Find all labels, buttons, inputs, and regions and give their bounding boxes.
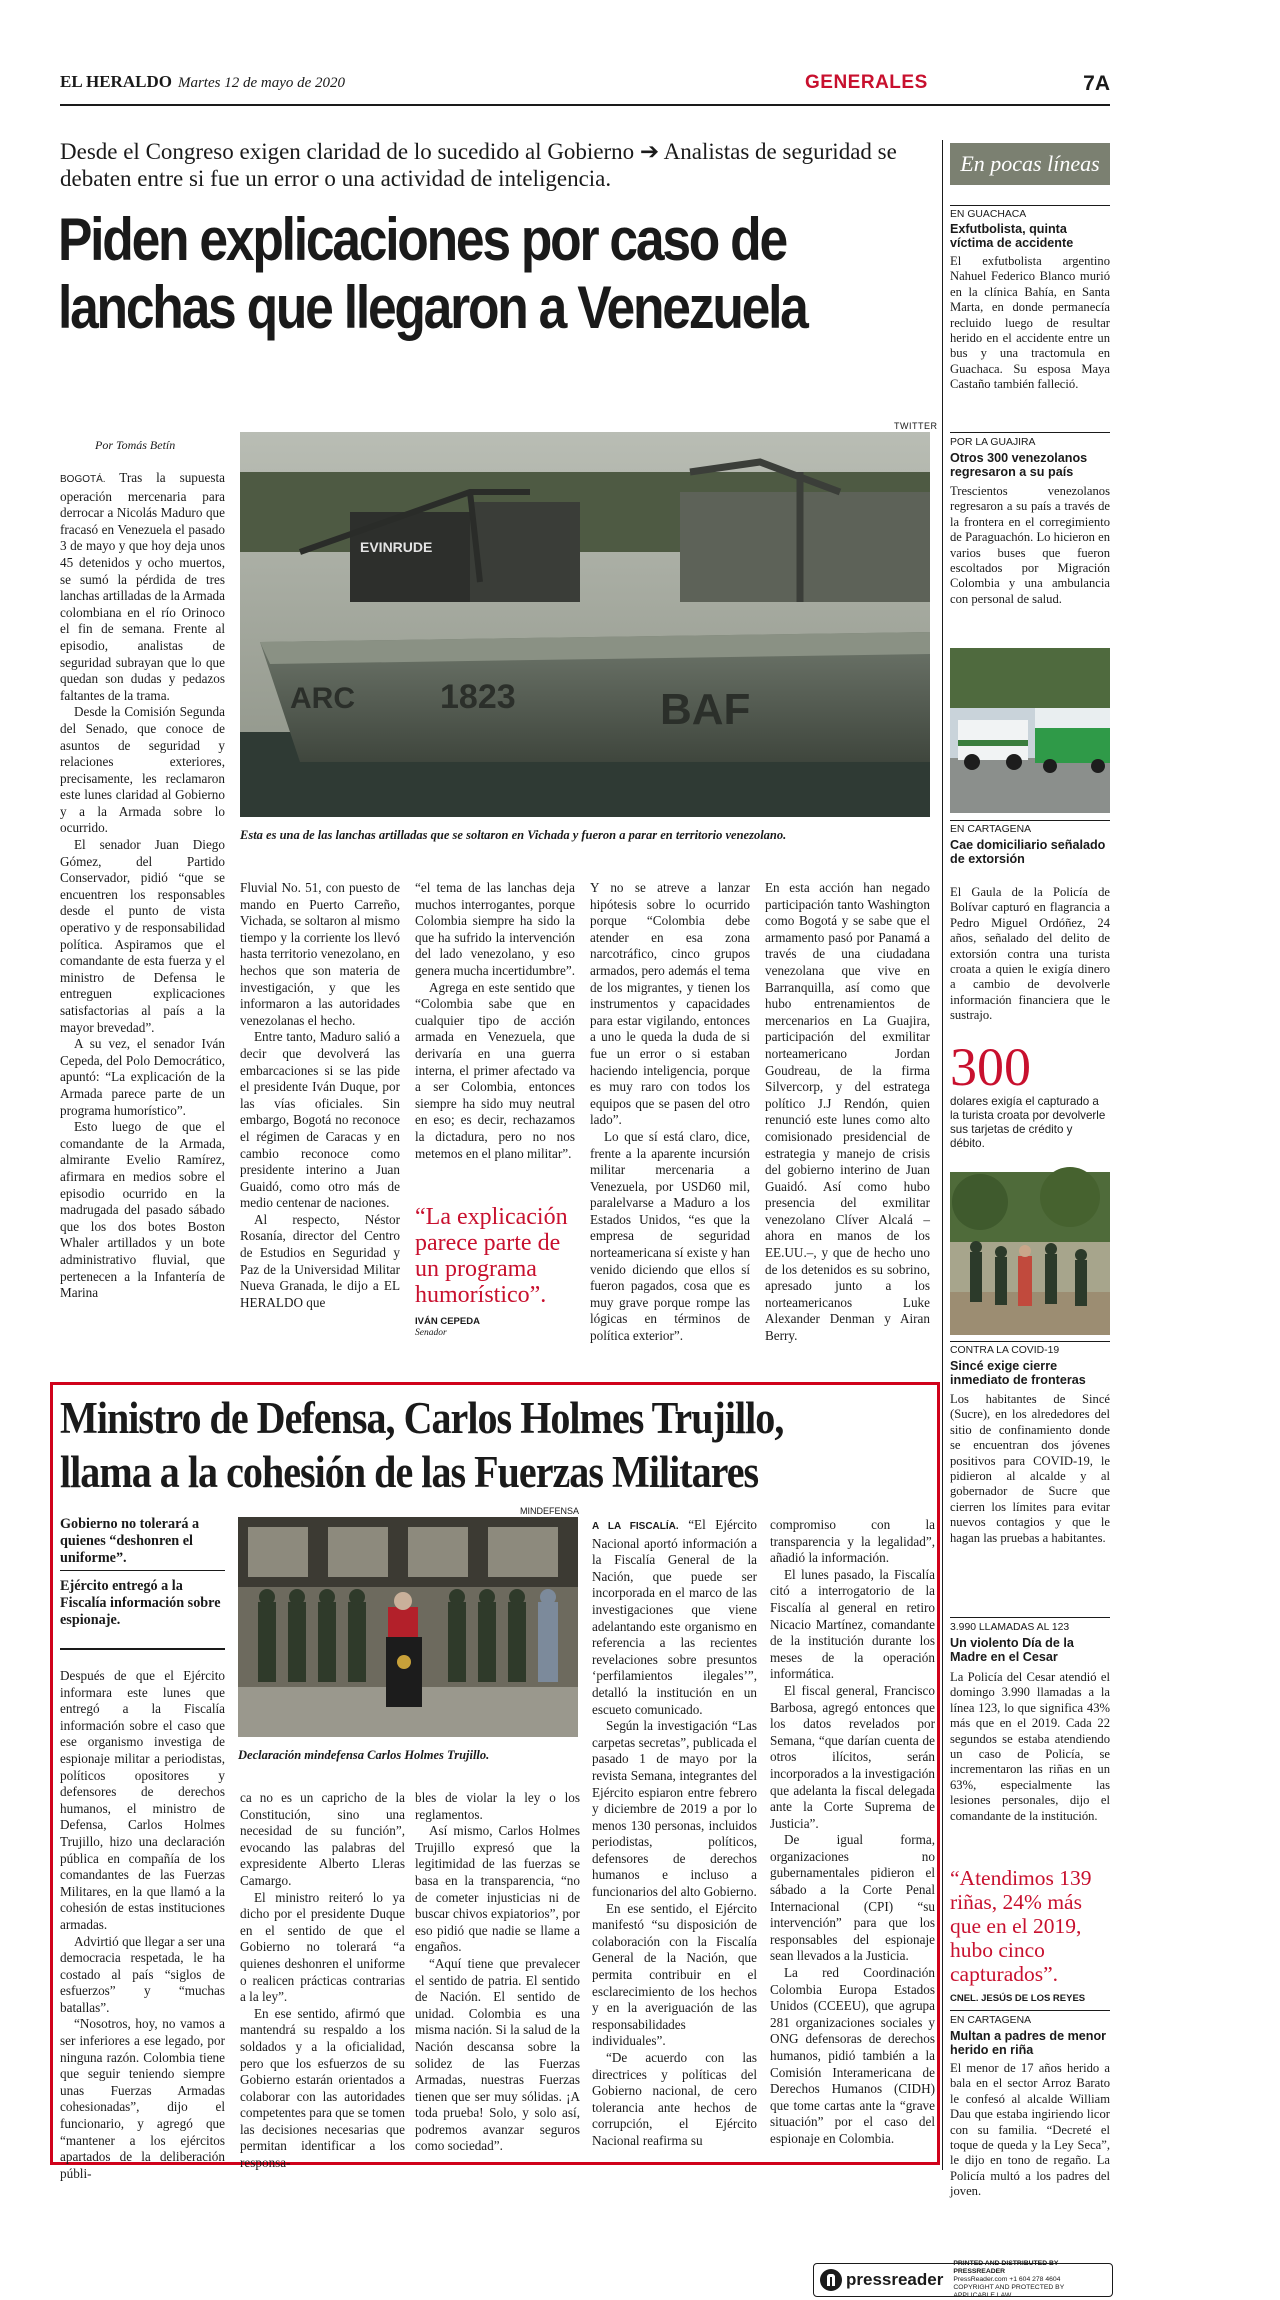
divider — [950, 2010, 1110, 2011]
second-column-5 — [770, 1517, 935, 2158]
headline-line: Piden explicaciones por caso de — [58, 206, 786, 273]
brief-body: Trescientos venezolanos regresaron a su país a través de la frontera en el corregimiento de Paraguachón. Lo hicieron en varios buses que fueron escoltados por Migración Colombia y una ambulancia con personal de salud. — [950, 484, 1110, 606]
paragraph: “De acuerdo con las directrices y políticas del Gobierno nacional, de cero tolerancia ante hechos de corrupción, el Ejército Nacional reafirma su — [592, 2050, 757, 2148]
newspaper-brand: EL HERALDO — [60, 72, 172, 91]
brief-body: Los habitantes de Sincé (Sucre), en los alrededores del sitio de confinamiento donde se encuentran dos jóvenes positivos para COVID-19, le pidieron al alcalde y al gobernador de Sucre que cierren los límites para evitar nuevos contagios y que le hagan las pruebas a habitantes. — [950, 1392, 1110, 1545]
divider — [950, 432, 1110, 433]
story-column-5 — [765, 880, 930, 1345]
hull-text-arc: ARC — [290, 682, 355, 715]
brief-quote-author: CNEL. JESÚS DE LOS REYES — [950, 1993, 1086, 2004]
story-column-4 — [590, 880, 750, 1345]
hull-text-baf: BAF — [660, 685, 751, 734]
divider — [950, 820, 1110, 821]
divider — [60, 1570, 225, 1571]
summary-bullet: Gobierno no tolerará a quienes “deshonren el uniforme”. — [60, 1516, 200, 1566]
pressreader-line: COPYRIGHT AND PROTECTED BY APPLICABLE LAW — [953, 2284, 1065, 2299]
paragraph: El senador Juan Diego Gómez, del Partido Conservador, pidió “que se encuentren los responsables desde el punto de vista operativo y de responsabilidad política. Aspiramos que el comandante de esta fuerza y el ministro de Defensa le entreguen explicaciones satisfactorias al país a la mayor brevedad”. — [60, 837, 225, 1035]
paragraph: Tras la supuesta operación mercenaria para derrocar a Nicolás Maduro que fracasó en Venezuela el pasado 3 de mayo y que hoy deja unos 45 detenidos y ocho muertos, se sumó la pérdida de tres lanchas artilladas de la Armada colombiana en el río Orinoco el fin de semana. Frente al episodio, analistas de seguridad subrayan que lo que quedan son dudas y pedazos faltantes de la trama. — [60, 470, 225, 703]
boat-photo-illustration — [240, 432, 930, 817]
pressreader-line: PRINTED AND DISTRIBUTED BY PRESSREADER — [953, 2260, 1059, 2275]
second-story-headline — [60, 1391, 843, 1499]
engine-brand-text: EVINRUDE — [360, 539, 433, 555]
paragraph: ca no es un capricho de la Constitución, sino una necesidad de su función”, evocando las palabras del expresidente Alberto Lleras Camargo. — [240, 1790, 405, 1888]
brief-body: El exfutbolista argentino Nahuel Federico Blanco murió en la clínica Bahía, en Santa Marta, en donde permanecía recluido luego de resultar herido en el accidente entre un bus y una tractomula en Guachaca. Su esposa Maya Castaño también falleció. — [950, 254, 1110, 392]
photo-caption: Declaración mindefensa Carlos Holmes Trujillo. — [238, 1748, 490, 1762]
pressreader-icon — [820, 2269, 842, 2291]
paragraph: “el tema de las lanchas deja muchos interrogantes, porque Colombia siempre ha sido la que ha sufrido la intervención del lado venezolano, y eso genera mucha incertidumbre”. — [415, 880, 576, 978]
paragraph: compromiso con la transparencia y la legalidad”, añadió la información. — [770, 1517, 935, 1566]
photo-credit: TWITTER — [894, 421, 938, 431]
paragraph: bles de violar la ley o los reglamentos. — [415, 1790, 580, 1822]
byline: Por Tomás Betín — [95, 438, 176, 452]
crowd-photo — [950, 1172, 1110, 1335]
brief-place: 3.990 LLAMADAS AL 123 — [950, 1622, 1070, 1633]
brief-body: El Gaula de la Policía de Bolívar capturó en flagrancia a Pedro Miguel Ordóñez, 24 años, señalado del delito de extorsión contra una turista croata a quien le exigía dinero a cambio de devolverle información financiera que le sustrajo. — [950, 885, 1110, 1023]
brief-title: Exfutbolista, quinta víctima de accidente — [950, 222, 1074, 250]
paragraph: La red Coordinación Colombia Europa Estados Unidos (CCEEU), que agrupa 281 organizaciones sociales y ONG defensoras de derechos humanos, pidió también a la Comisión Interamericana de Derechos Humanos (CIDH) que tome cartas ante la “grave situación” por el caso del espionaje en Colombia. — [770, 1965, 935, 2146]
brief-big-number: 300 — [950, 1037, 1031, 1097]
minister-photo — [238, 1517, 578, 1737]
brief-title: Otros 300 venezolanos regresaron a su país — [950, 451, 1088, 479]
brief-big-number-note: dolares exigía el capturado a la turista croata por devolverle sus tarjetas de crédito y débito. — [950, 1095, 1106, 1150]
paragraph: Esto luego de que el comandante de la Armada, almirante Evelio Ramírez, afirmara en medios sobre el episodio ocurrido en la madrugada del pasado sábado que los dos botes Boston Whaler artillados y un bote administrativo fluvial, que pertenecen a la Infantería de Marina — [60, 1119, 225, 1301]
divider — [950, 1617, 1110, 1618]
paragraph: El fiscal general, Francisco Barbosa, agregó entonces que los datos revelados por Semana, “que darían cuenta de otros ilícitos, serán incorporados a la investigación que adelanta la fiscal delegada ante la Corte Suprema de Justicia”. — [770, 1682, 935, 1831]
paragraph: Advirtió que llegar a ser una democracia respetada, le ha costado al país “siglos de esfuerzos” y “muchas batallas”. — [60, 1933, 225, 2015]
paragraph: En ese sentido, afirmó que mantendrá su respaldo a los soldados y a la oficialidad, pero que los esfuerzos de su Gobierno estarán orientados a colaborar con las autoridades competentes para que se tomen las decisiones necesarias que permitan identificar a los responsa- — [240, 2005, 405, 2171]
sidebar-tag: En pocas líneas — [950, 143, 1110, 185]
story-column-3 — [415, 880, 575, 1195]
summary-bullet: Ejército entregó a la Fiscalía información sobre espionaje. — [60, 1578, 221, 1628]
divider — [950, 205, 1110, 206]
pressreader-info — [953, 2260, 1106, 2300]
brief-place: CONTRA LA COVID-19 — [950, 1345, 1060, 1356]
crowd-photo-illustration — [950, 1172, 1110, 1335]
paragraph: Lo que sí está claro, dice, frente a la aparente incursión militar mercenaria a Venezuela, por USD60 mil, paralelvarse a Maduro a los Estados Unidos, “es que la empresa de seguridad norteamericana sí existe y han venido diciendo que ellos sí fueron pagados, cosa que es muy grave porque rompe las lógicas en términos de política exterior”. — [590, 1128, 750, 1344]
brief-title: Multan a padres de menor herido en riña — [950, 2029, 1107, 2057]
paragraph: En ese sentido, el Ejército manifestó “su disposición de colaboración con la Fiscalía General de la Nación, que permita contribuir en el esclarecimiento de los hechos y en la averiguación de las responsabilidades individuales”. — [592, 1900, 757, 2049]
quote-author-role: Senador — [415, 1328, 447, 1338]
headline-line: llama a la cohesión de las Fuerzas Militares — [60, 1447, 759, 1497]
divider — [950, 1341, 1110, 1342]
divider — [60, 1648, 225, 1650]
pressreader-badge — [813, 2260, 1113, 2299]
quote-author: IVÁN CEPEDA — [415, 1316, 480, 1327]
photo-credit: MINDEFENSA — [520, 1506, 580, 1516]
story-column-2 — [240, 880, 400, 1345]
paragraph: De igual forma, organizaciones no gubernamentales pidieron el sábado a la Corte Penal Internacional (CPI) “su intervención” para que los responsables del espionaje sean llevados a la Justicia. — [770, 1832, 935, 1964]
paragraph: Fluvial No. 51, con puesto de mando en Puerto Carreño, Vichada, se soltaron al mismo tiempo y la corriente los llevó hasta territorio venezolano, en hechos que son materia de investigación, y que les informaron a las autoridades venezolanas el hecho. — [240, 880, 400, 1028]
second-column-1 — [60, 1668, 225, 2181]
paragraph: Así mismo, Carlos Holmes Trujillo expresó que la legitimidad de las fuerzas se basa en la transparencia, “no de cometer injusticias ni de buscar chivos expiatorios”, por eso pidió que nadie se llame a engaños. — [415, 1823, 580, 1955]
second-column-4 — [592, 1517, 757, 2158]
paragraph: “Nosotros, hoy, no vamos a ser inferiores a ese legado, por ninguna razón. Colombia tiene que seguir teniendo siempre unas Fuerzas Armadas cohesionadas”, dijo el funcionario, y agregó que “mantener a los ejércitos apartados de la deliberación públi- — [60, 2016, 225, 2181]
paragraph: Entre tanto, Maduro salió a decir que devolverá las embarcaciones si se las pide el presidente Iván Duque, por las vías oficiales. Sin embargo, Bogotá no reconoce el régimen de Caracas y en cambio reconoce como presidente interino a Juan Guaidó, como otro más de medio centenar de naciones. — [240, 1029, 400, 1211]
paragraph: Después de que el Ejército informara este lunes que entregó a la Fiscalía información sobre el caso que ese organismo investiga de espionaje militar a periodistas, políticos opositores y defensores de derechos humanos, el ministro de Defensa, Carlos Holmes Trujillo, hizo una declaración pública en compañía de los comandantes de las Fuerzas Militares, en la que llamó a la cohesión de estas instituciones armadas. — [60, 1668, 225, 1932]
brief-title: Cae domiciliario señalado de extorsión — [950, 838, 1106, 866]
story-kicker: Desde el Congreso exigen claridad de lo sucedido al Gobierno ➔ Analistas de seguridad se debaten entre si fue un error o una actividad de inteligencia. — [60, 139, 897, 191]
second-column-2 — [240, 1790, 405, 2171]
headline-line: lanchas que llegaron a Venezuela — [58, 274, 807, 341]
paragraph: Al respecto, Néstor Rosanía, director del Centro de Estudios en Seguridad y Paz de la Universidad Militar Nueva Granada, le dijo a EL HERALDO que — [240, 1211, 400, 1310]
brief-place: EN CARTAGENA — [950, 2015, 1032, 2026]
brief-title: Sincé exige cierre inmediato de fronteras — [950, 1359, 1086, 1387]
pressreader-wordmark: pressreader — [846, 2270, 944, 2289]
brief-place: POR LA GUAJIRA — [950, 437, 1036, 448]
section-name: GENERALES — [805, 72, 928, 93]
brief-body: La Policía del Cesar atendió el domingo 3.990 llamadas a la línea 123, lo que significa 43% más que en el 2019. Cada 22 segundos se estaba atendiendo un caso de Policía, se incrementaron las riñas en un 63%, especialmente las lesiones personales, dijo el comandante de la institución. — [950, 1670, 1110, 1823]
paragraph: En esta acción han negado participación tanto Washington como Bogotá y se sabe que el armamento pasó por Panamá a través de una ciudadana venezolana que vive en Barranquilla, así como que hubo entrenamientos de mercenarios en La Guajira, participación del exmilitar norteamericano Jordan Goudreau, de la firma Silvercorp, y del estratega político J.J Rendón, quien renunció este lunes como alto comisionado presidencial de estrategia y manejo de crisis del gobierno interino de Juan Guaidó. Así como hubo presencia del exmilitar venezolano Clíver Alcalá –ahora en manos de los EE.UU.–, y que de hecho uno de los detenidos es su sobrino, apresado junto a los norteamericanos Luke Alexander Denman y Airan Berry. — [765, 880, 930, 1344]
hull-text-number: 1823 — [440, 678, 516, 716]
second-column-3 — [415, 1790, 580, 2158]
paragraph: Y no se atreve a lanzar hipótesis sobre lo ocurrido porque “Colombia debe atender en esa zona narcotráfico, cinco grupos armados, pero además el tema de los migrantes, y tienen los instrumentos y capacidades para estar vigilando, entonces a uno le queda la duda de si fue un error o si estaban haciendo inteligencia, porque es muy raro con todos los equipos que se pasen del otro lado”. — [590, 880, 750, 1128]
masthead — [60, 72, 1110, 100]
paragraph: “Aquí tiene que prevalecer el sentido de patria. El sentido de Nación. El sentido de unidad. Colombia es una misma nación. Si la salud de la Nación descansa sobre la solidez de las Fuerzas Armadas, nuestras Fuerzas tienen que ser muy sólidas. ¡A toda prueba! Solo, y solo así, podremos avanzar seguros como sociedad”. — [415, 1955, 580, 2154]
bus-photo-illustration — [950, 648, 1110, 813]
masthead-rule — [60, 104, 1110, 106]
issue-date: Martes 12 de mayo de 2020 — [177, 75, 346, 91]
sidebar-divider — [942, 140, 943, 2170]
paragraph: A su vez, el senador Iván Cepeda, del Polo Democrático, apuntó: “La explicación de la Armada parece parte de un programa humorístico”. — [60, 1036, 225, 1118]
paragraph: Según la investigación “Las carpetas secretas”, publicada el pasado 1 de mayo por la revista Semana, integrantes del Ejército espiaron entre febrero y diciembre de 2019 a por lo menos 130 personas, incluidos periodistas, políticos, defensores de derechos humanos e incluso a funcionarios del alto Gobierno. — [592, 1718, 757, 1900]
brief-place: EN GUACHACA — [950, 209, 1027, 220]
paragraph: El lunes pasado, la Fiscalía citó a interrogatorio de la Fiscalía al general en retiro Nicacio Martínez, comandante de la institución durante los meses de la operación informática. — [770, 1566, 935, 1682]
brief-place: EN CARTAGENA — [950, 824, 1032, 835]
boat-photo — [240, 432, 930, 817]
story-column-1 — [60, 470, 225, 1345]
bus-photo — [950, 648, 1110, 813]
paragraph: El ministro reiteró lo ya dicho por el presidente Duque en el sentido de que el Gobierno no tolerará “a quienes deshonren el uniforme o realicen prácticas contrarias a la ley”. — [240, 1889, 405, 2005]
brief-body: El menor de 17 años herido a bala en el sector Arroz Barato le confesó al alcalde William Dau que estaba ingiriendo licor con su familia. “Decreté el toque de queda y la Ley Seca”, le dijo en tono de regaño. La Policía multó a los padres del joven. — [950, 2061, 1110, 2199]
paragraph: Agrega en este sentido que “Colombia sabe que en cualquier tipo de acción armada en Venezuela, que derivaría en una guerra interna, el primer afectado va a ser Colombia, entonces siempre ha sido muy neutral en eso; es decir, rechazamos la dictadura, pero no nos metemos en el plano militar”. — [415, 979, 575, 1161]
headline-line: Ministro de Defensa, Carlos Holmes Trujillo, — [60, 1393, 784, 1443]
brief-title: Un violento Día de la Madre en el Cesar — [950, 1636, 1074, 1664]
page-number: 7A — [1083, 72, 1110, 95]
photo-caption: Esta es una de las lanchas artilladas que se soltaron en Vichada y fueron a parar en territorio venezolano. — [240, 828, 787, 842]
story-headline — [58, 206, 815, 342]
brief-quote: “Atendimos 139 riñas, 24% más que en el 2019, hubo cinco capturados”. — [950, 1866, 1092, 1986]
minister-photo-illustration — [238, 1517, 578, 1737]
paragraph: “El Ejército Nacional aportó información a la Fiscalía General de la Nación, que puede ser incorporada en el marco de las investigaciones que viene adelantando este organismo en referencia a las recientes revelaciones sobre presuntos ‘perfilamientos ilegales’”, detalló la institución en un escueto comunicado. — [592, 1517, 758, 1717]
pressreader-line: PressReader.com +1 604 278 4604 — [953, 2276, 1061, 2283]
pressreader-logo — [820, 2269, 943, 2291]
dateline: BOGOTÁ. — [60, 474, 106, 485]
section-lead: A LA FISCALÍA. — [592, 1521, 679, 1532]
pull-quote: “La explicación parece parte de un programa humorístico”. — [415, 1204, 568, 1308]
paragraph: Desde la Comisión Segunda del Senado, que conoce de asuntos de seguridad y relaciones exteriores, precisamente, les reclamaron este lunes claridad al Gobierno y a la Armada sobre lo ocurrido. — [60, 704, 225, 836]
